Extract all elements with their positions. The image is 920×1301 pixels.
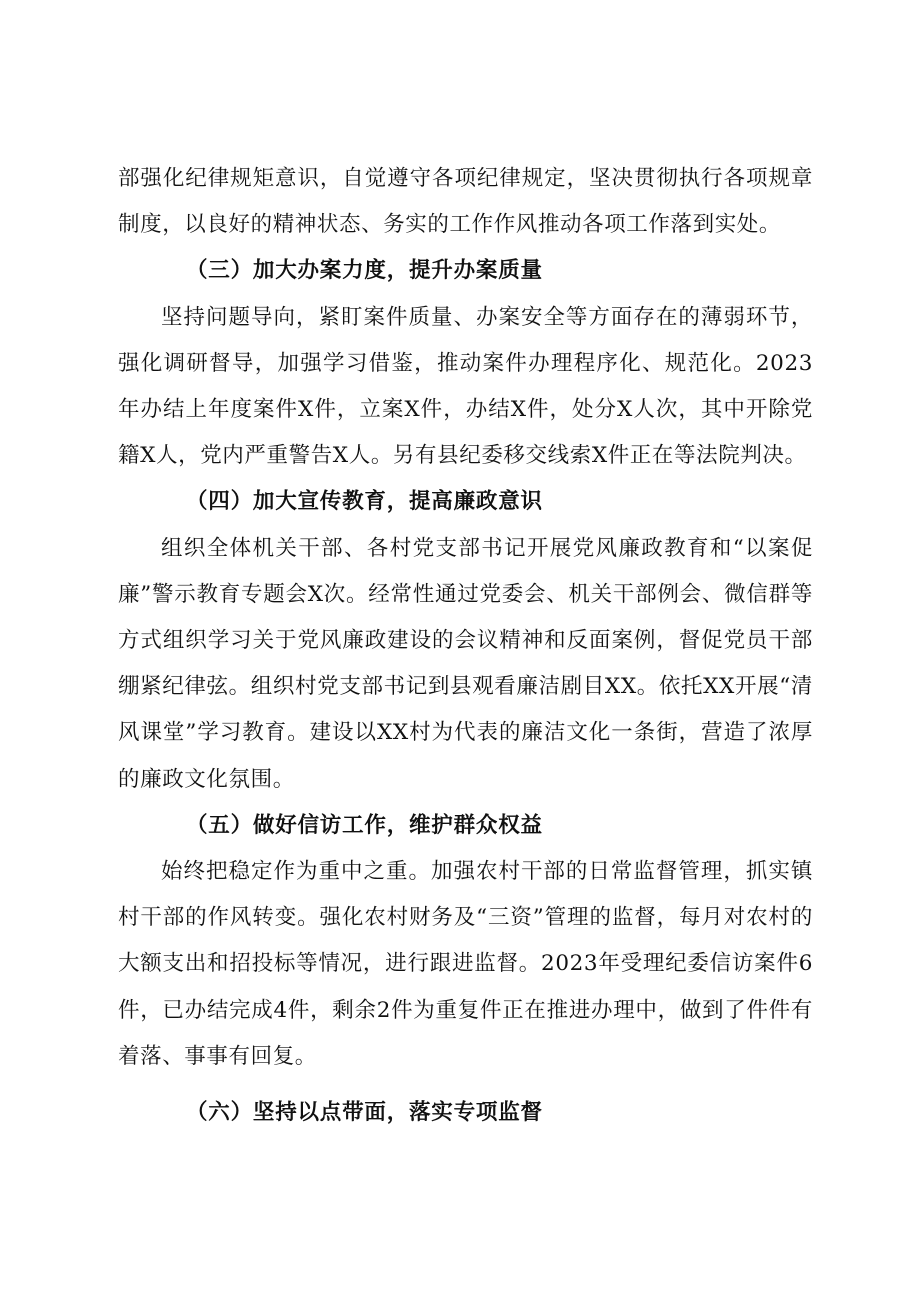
paragraph-case-handling: 坚持问题导向，紧盯案件质量、办案安全等方面存在的薄弱环节，强化调研督导，加强学习借鉴，推动案件办理程序化、规范化。2023年办结上年度案件X件，立案X件，办结X件，处分X人次，其中开除党籍X人，党内严重警告X人。另有县纪委移交线索X件正在等法院判决。 bbox=[118, 304, 813, 469]
section-heading-6: （六）坚持以点带面，落实专项监督 bbox=[186, 1100, 543, 1126]
paragraph-education: 组织全体机关干部、各村党支部书记开展党风廉政教育和“以案促廉”警示教育专题会X次。经常性通过党委会、机关干部例会、微信群等方式组织学习关于党风廉政建设的会议精神和反面案例，督促党员干部绷紧纪律弦。组织村党支部书记到县观看廉洁剧目XX。依托XX开展“清风课堂”学习教育。建设以XX村为代表的廉洁文化一条街，营造了浓厚的廉政文化氛围。 bbox=[118, 535, 813, 792]
section-heading-5: （五）做好信访工作，维护群众权益 bbox=[186, 812, 543, 838]
paragraph-continued: 部强化纪律规矩意识，自觉遵守各项纪律规定，坚决贯彻执行各项规章制度，以良好的精神状态、务实的工作作风推动各项工作落到实处。 bbox=[118, 166, 813, 238]
paragraph-petitions: 始终把稳定作为重中之重。加强农村干部的日常监督管理，抓实镇村干部的作风转变。强化农村财务及“三资”管理的监督，每月对农村的大额支出和招投标等情况，进行跟进监督。2023年受理纪委信访案件6件，已办结完成4件，剩余2件为重复件正在推进办理中，做到了件件有着落、事事有回复。 bbox=[118, 859, 813, 1069]
document-body bbox=[118, 156, 813, 1136]
section-heading-4: （四）加大宣传教育，提高廉政意识 bbox=[186, 489, 543, 515]
section-heading-3: （三）加大办案力度，提升办案质量 bbox=[186, 258, 543, 284]
